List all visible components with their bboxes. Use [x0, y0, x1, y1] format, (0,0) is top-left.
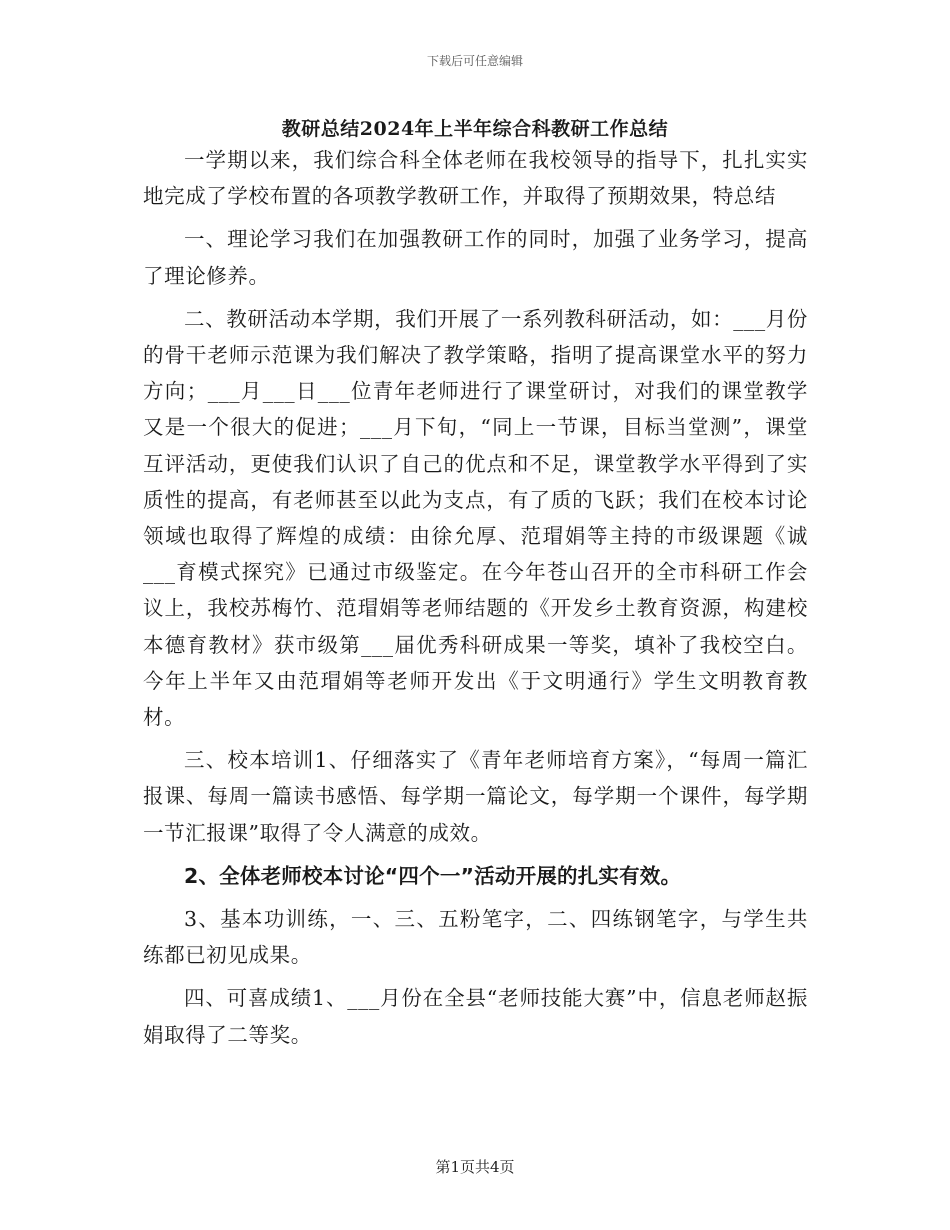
- download-note: 下载后可任意编辑: [426, 54, 523, 68]
- paragraph-achievements: 四、可喜成绩1、___月份在全县“老师技能大赛”中，信息老师赵振娟取得了二等奖。: [143, 986, 808, 1047]
- paragraph-research-activities: 二、教研活动本学期，我们开展了一系列教科研活动，如：___月份的骨干老师示范课为我们解决了教学策略，指明了提高课堂水平的努力方向；___月___日___位青年老师进行了课堂研讨，对我们的课堂教学又是一个很大的促进；___月下旬，“同上一节课，目标当堂测”，课堂互评活动，更使我们认识了自己的优点和不足，课堂教学水平得到了实质性的提高，有老师甚至以此为支点，有了质的飞跃；我们在校本讨论领域也取得了辉煌的成绩：由徐允厚、范瑁娟等主持的市级课题《诚___育模式探究》已通过市级鉴定。在今年苍山召开的全市科研工作会议上，我校苏梅竹、范瑁娟等老师结题的《开发乡土教育资源，构建校本德育教材》获市级第___届优秀科研成果一等奖，填补了我校空白。今年上半年又由范瑁娟等老师开发出《于文明通行》学生文明教育教材。: [143, 306, 808, 730]
- page-number: 第1页共4页: [435, 1158, 515, 1176]
- document-title: 教研总结2024年上半年综合科教研工作总结: [281, 118, 669, 140]
- paragraph-four-ones: 2、全体老师校本讨论“四个一”活动开展的扎实有效。: [184, 863, 682, 888]
- document-body: [143, 142, 808, 1060]
- paragraph-intro: 一学期以来，我们综合科全体老师在我校领导的指导下，扎扎实实地完成了学校布置的各项教学教研工作，并取得了预期效果，特总结: [143, 148, 808, 209]
- paragraph-theory-study: 一、理论学习我们在加强教研工作的同时，加强了业务学习，提高了理论修养。: [143, 227, 808, 288]
- paragraph-basic-skills: 3、基本功训练，一、三、五粉笔字，二、四练钢笔字，与学生共练都已初见成果。: [143, 907, 808, 968]
- paragraph-school-training: 三、校本培训1、仔细落实了《青年老师培育方案》，“每周一篇汇报课、每周一篇读书感悟、每学期一篇论文，每学期一个课件，每学期一节汇报课”取得了令人满意的成效。: [143, 748, 808, 845]
